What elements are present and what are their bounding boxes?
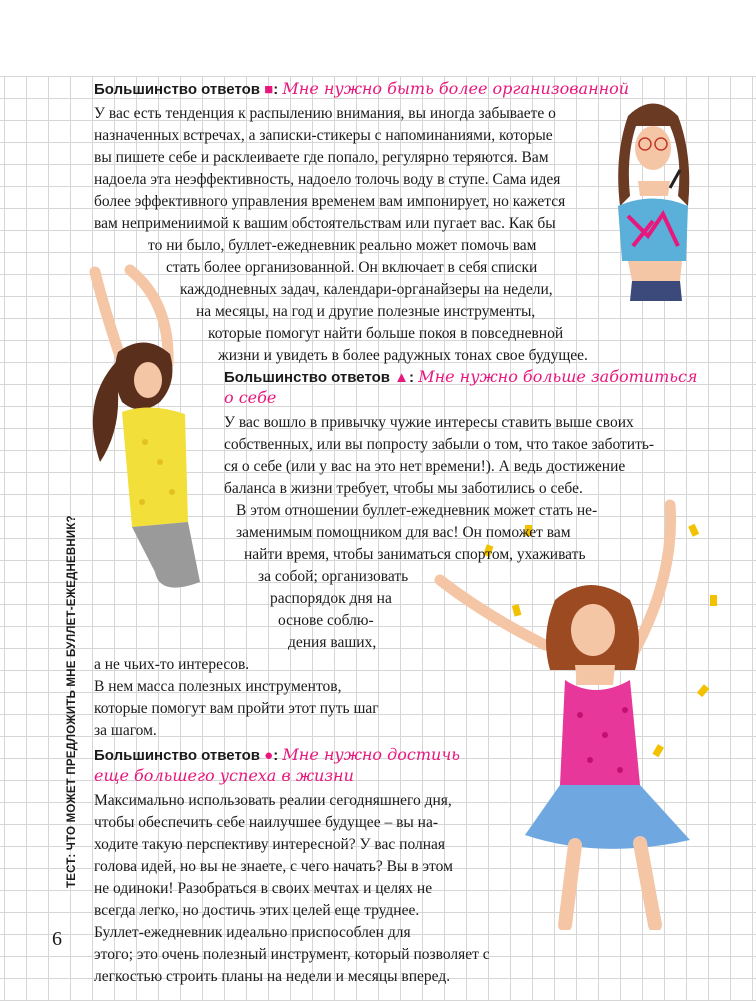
- section-2-heading: [224, 367, 698, 386]
- section-1-line: вам непримениимой к вашим обстоятельствам или пугает вас. Как бы: [94, 215, 556, 232]
- page-number: 6: [52, 928, 62, 950]
- section-1-line: надоела эта неэффективность, надоело толочь воду в ступе. Сама идея: [94, 171, 561, 188]
- section-1-line: которые помогут найти больше покоя в повседневной: [208, 325, 564, 342]
- section-3-heading: [94, 745, 460, 764]
- section-3-subtitle-cont: еще большего успеха в жизни: [94, 766, 354, 785]
- section-2-heading-cont: [224, 388, 276, 407]
- section-3-label: Большинство ответов: [94, 747, 260, 764]
- section-2-sep: :: [409, 369, 415, 386]
- section-1-line: жизни и увидеть в более радужных тонах свое будущее.: [218, 347, 588, 364]
- section-2-line: заменимым помощником для вас! Он поможет вам: [236, 524, 571, 541]
- section-3-line: легкостью строить планы на недели и месяцы вперед.: [94, 968, 451, 985]
- section-2-line: а не чьих-то интересов.: [94, 656, 250, 673]
- triangle-marker: ▲: [394, 369, 410, 386]
- section-2-line: основе соблю-: [278, 612, 374, 629]
- section-2-line: распорядок дня на: [270, 590, 392, 607]
- section-2-line: найти время, чтобы заниматься спортом, ухаживать: [244, 546, 586, 563]
- section-1-line: то ни было, буллет-ежедневник реально может помочь вам: [148, 237, 537, 254]
- section-1-heading: [94, 79, 629, 98]
- section-3-sep: :: [273, 747, 279, 764]
- section-1-line: на месяцы, на год и другие полезные инструменты,: [196, 303, 536, 320]
- section-2-subtitle-cont: о себе: [224, 388, 277, 407]
- square-marker: ■: [264, 81, 274, 98]
- section-2-line: В нем масса полезных инструментов,: [94, 678, 342, 695]
- section-3-line: чтобы обеспечить себе наилучшее будущее – вы на-: [94, 814, 439, 831]
- section-3-subtitle: Мне нужно достичь: [282, 745, 461, 764]
- section-3-line: Максимально использовать реалии сегодняшнего дня,: [94, 792, 452, 809]
- woman-with-glasses-illustration: [608, 96, 698, 306]
- section-1-subtitle: Мне нужно быть более организованной: [282, 79, 630, 98]
- section-2-line: В этом отношении буллет-ежедневник может стать не-: [236, 502, 598, 519]
- section-1-line: У вас есть тенденция к распылению внимания, вы иногда забываете о: [94, 105, 556, 122]
- section-2-line: ся о себе (или у вас на это нет времени!). А ведь достижение: [224, 458, 626, 475]
- section-1-line: каждодневных задач, календари-органайзеры на недели,: [180, 281, 553, 298]
- section-1-line: стать более организованной. Он включает в себя списки: [166, 259, 538, 276]
- side-running-title: ТЕСТ: ЧТО МОЖЕТ ПРЕДЛОЖИТЬ МНЕ БУЛЛЕТ-ЕЖЕДНЕВНИК?: [66, 515, 78, 888]
- section-2-label: Большинство ответов: [224, 369, 390, 386]
- section-3-line: голова идей, но вы не знаете, с чего начать? Вы в этом: [94, 858, 453, 875]
- section-2-line: У вас вошло в привычку чужие интересы ставить выше своих: [224, 414, 634, 431]
- section-3-line: этого; это очень полезный инструмент, который позволяет с: [94, 946, 490, 963]
- section-3-line: не одиноки! Разобраться в своих мечтах и целях не: [94, 880, 433, 897]
- section-1-label: Большинство ответов: [94, 81, 260, 98]
- section-2-line: за шагом.: [94, 722, 157, 739]
- section-3-heading-cont: [94, 766, 354, 785]
- section-1-line: вы пишете себе и расклеиваете где попало, регулярно теряются. Вам: [94, 149, 549, 166]
- section-1-line: назначенных встречах, а записки-стикеры с напоминаниями, которые: [94, 127, 553, 144]
- section-3-line: ходите такую перспективу интересной? У вас полная: [94, 836, 446, 853]
- section-2-line: дения ваших,: [288, 634, 377, 651]
- circle-marker: ●: [264, 747, 274, 764]
- section-2-line: за собой; организовать: [258, 568, 409, 585]
- section-2-line: которые помогут вам пройти этот путь шаг: [94, 700, 379, 717]
- section-1-sep: :: [273, 81, 279, 98]
- section-1-line: более эффективного управления временем вам импонирует, но кажется: [94, 193, 566, 210]
- section-2-subtitle: Мне нужно больше заботиться: [418, 367, 698, 386]
- section-3-line: всегда легко, но достичь этих целей еще труднее.: [94, 902, 420, 919]
- section-3-line: Буллет-ежедневник идеально приспособлен для: [94, 924, 411, 941]
- section-2-line: собственных, или вы попросту забыли о том, что такое заботить-: [224, 436, 655, 453]
- page-top-margin: [0, 0, 756, 76]
- section-2-line: баланса в жизни требует, чтобы мы заботились о себе.: [224, 480, 583, 497]
